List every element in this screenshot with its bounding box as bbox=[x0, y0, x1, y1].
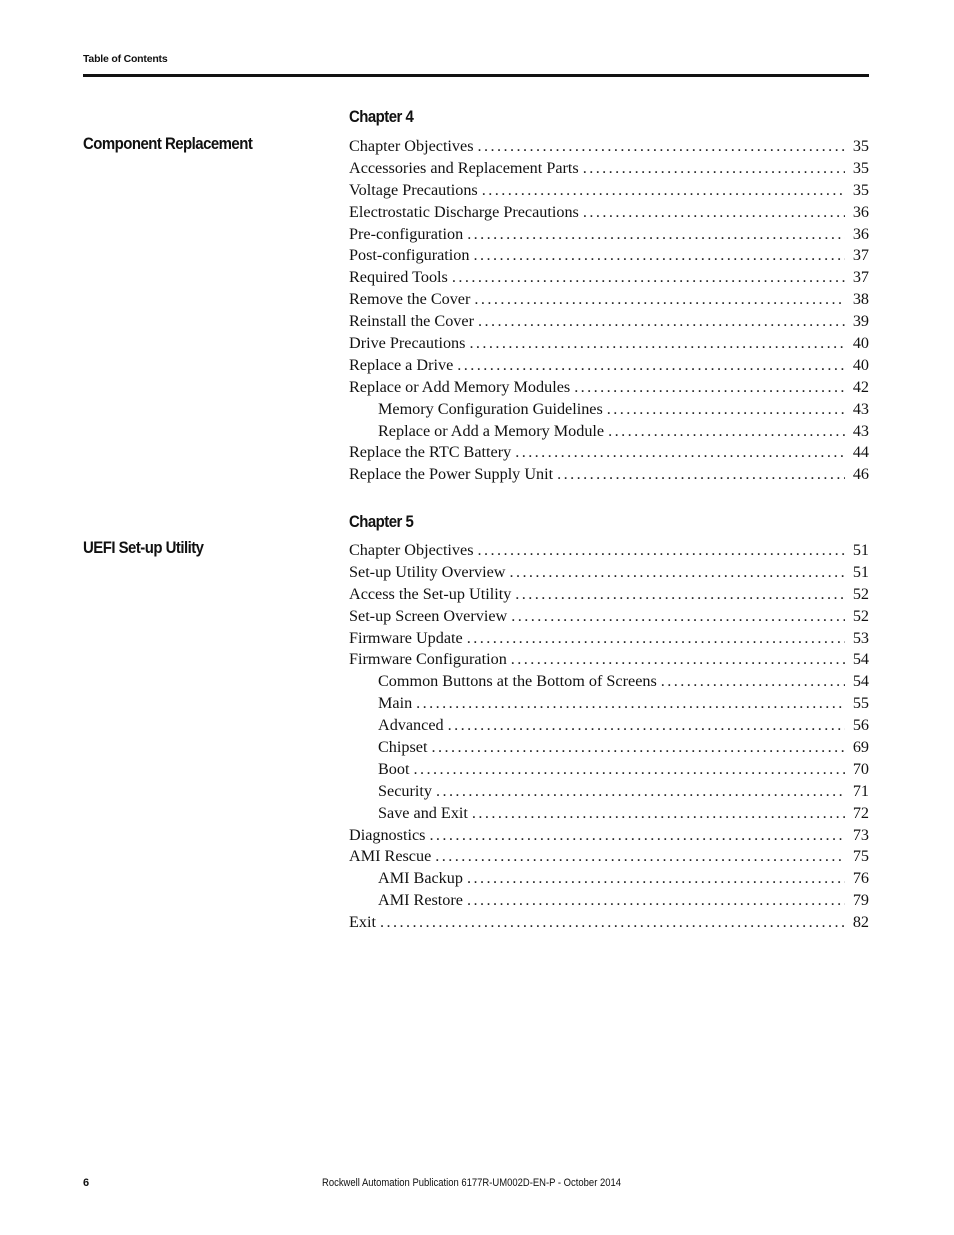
toc-entry-title: Set-up Utility Overview bbox=[349, 562, 506, 581]
toc-entry-title: Replace the RTC Battery bbox=[349, 443, 512, 462]
toc-entry[interactable] bbox=[349, 890, 869, 912]
toc-entry[interactable] bbox=[349, 562, 869, 584]
dot-leader bbox=[431, 737, 845, 759]
dot-leader bbox=[467, 224, 845, 246]
toc-entry[interactable] bbox=[349, 628, 869, 650]
dot-leader bbox=[557, 464, 845, 486]
toc-entry-page: 40 bbox=[852, 334, 869, 353]
toc-entry-title: Required Tools bbox=[349, 268, 448, 287]
toc-entry-page: 46 bbox=[852, 465, 869, 484]
dot-leader bbox=[435, 846, 845, 868]
toc-entry-title: Replace the Power Supply Unit bbox=[349, 465, 554, 484]
toc-entry-page: 52 bbox=[852, 606, 869, 625]
toc-entry-page: 35 bbox=[852, 180, 869, 199]
toc-entry-page: 43 bbox=[852, 399, 869, 418]
toc-entry[interactable] bbox=[349, 912, 869, 934]
toc-entry[interactable] bbox=[349, 715, 869, 737]
dot-leader bbox=[515, 584, 845, 606]
toc-entry-title: AMI Backup bbox=[378, 869, 463, 888]
toc-entry-page: 69 bbox=[852, 738, 869, 757]
toc-entry-page: 82 bbox=[852, 913, 869, 932]
toc-entry-title: Advanced bbox=[378, 716, 444, 735]
toc-entry[interactable] bbox=[349, 649, 869, 671]
toc-entry[interactable] bbox=[349, 355, 869, 377]
dot-leader bbox=[457, 355, 845, 377]
toc-entry-title: Electrostatic Discharge Precautions bbox=[349, 202, 579, 221]
dot-leader bbox=[482, 180, 845, 202]
toc-entry-page: 72 bbox=[852, 803, 869, 822]
toc-entry-title: Pre-configuration bbox=[349, 224, 464, 243]
toc-entry-title: Chipset bbox=[378, 738, 428, 757]
dot-leader bbox=[661, 671, 845, 693]
toc-entry-page: 51 bbox=[852, 562, 869, 581]
toc-entry[interactable] bbox=[349, 442, 869, 464]
toc-entry-title: Boot bbox=[378, 759, 410, 778]
toc-entry[interactable] bbox=[349, 180, 869, 202]
toc-entry-page: 35 bbox=[852, 158, 869, 177]
toc-entry[interactable] bbox=[349, 421, 869, 443]
dot-leader bbox=[608, 421, 845, 443]
footer-page-number: 6 bbox=[83, 1177, 90, 1189]
dot-leader bbox=[474, 289, 845, 311]
toc-entry-page: 40 bbox=[852, 355, 869, 374]
toc-entry-page: 53 bbox=[852, 628, 869, 647]
toc-entry[interactable] bbox=[349, 377, 869, 399]
toc-entry-page: 43 bbox=[852, 421, 869, 440]
chapter-5-label: Chapter 5 bbox=[349, 512, 414, 531]
dot-leader bbox=[574, 377, 845, 399]
toc-entry-title: Drive Precautions bbox=[349, 334, 466, 353]
toc-entry[interactable] bbox=[349, 584, 869, 606]
toc-entry[interactable] bbox=[349, 671, 869, 693]
dot-leader bbox=[583, 158, 845, 180]
toc-entry-page: 44 bbox=[852, 443, 869, 462]
toc-entry-page: 36 bbox=[852, 224, 869, 243]
toc-entry[interactable] bbox=[349, 245, 869, 267]
footer-publication: Rockwell Automation Publication 6177R-UM002D-EN-P - October 2014 bbox=[322, 1177, 622, 1189]
chapter-5-title: UEFI Set-up Utility bbox=[83, 538, 204, 557]
toc-entry-page: 75 bbox=[852, 847, 869, 866]
toc-entry-page: 54 bbox=[852, 650, 869, 669]
toc-entry-page: 70 bbox=[852, 759, 869, 778]
toc-entry[interactable] bbox=[349, 693, 869, 715]
toc-entry-title: Chapter Objectives bbox=[349, 137, 474, 155]
dot-leader bbox=[474, 245, 846, 267]
toc-entry-title: Firmware Update bbox=[349, 628, 463, 647]
toc-entry-page: 37 bbox=[852, 246, 869, 265]
toc-entry[interactable] bbox=[349, 606, 869, 628]
toc-entry-title: Security bbox=[378, 781, 432, 800]
toc-entry[interactable] bbox=[349, 759, 869, 781]
toc-entry[interactable] bbox=[349, 464, 869, 486]
chapter-4-title: Component Replacement bbox=[83, 134, 253, 153]
chapter-4-label: Chapter 4 bbox=[349, 107, 414, 126]
toc-entry-page: 35 bbox=[852, 137, 869, 155]
toc-entry-title: AMI Restore bbox=[378, 891, 463, 910]
toc-entry-page: 56 bbox=[852, 716, 869, 735]
chapter-5-toc-list bbox=[349, 540, 869, 934]
toc-entry-page: 52 bbox=[852, 584, 869, 603]
toc-entry-page: 54 bbox=[852, 672, 869, 691]
toc-entry[interactable] bbox=[349, 136, 869, 158]
running-head: Table of Contents bbox=[83, 53, 168, 65]
toc-entry-title: Access the Set-up Utility bbox=[349, 584, 512, 603]
toc-entry-page: 37 bbox=[852, 268, 869, 287]
dot-leader bbox=[583, 202, 845, 224]
toc-entry-title: Post-configuration bbox=[349, 246, 470, 265]
toc-entry-title: Exit bbox=[349, 913, 376, 932]
dot-leader bbox=[467, 628, 845, 650]
toc-entry-title: Replace or Add a Memory Module bbox=[378, 421, 605, 440]
toc-entry[interactable] bbox=[349, 803, 869, 825]
dot-leader bbox=[429, 825, 845, 847]
dot-leader bbox=[472, 803, 845, 825]
toc-entry[interactable] bbox=[349, 333, 869, 355]
toc-entry-page: 73 bbox=[852, 825, 869, 844]
toc-entry[interactable] bbox=[349, 289, 869, 311]
dot-leader bbox=[607, 399, 845, 421]
dot-leader bbox=[448, 715, 845, 737]
toc-entry-page: 36 bbox=[852, 202, 869, 221]
toc-entry-page: 55 bbox=[852, 694, 869, 713]
dot-leader bbox=[467, 868, 845, 890]
chapter-4-toc-list bbox=[349, 136, 869, 486]
toc-entry-title: Accessories and Replacement Parts bbox=[349, 158, 579, 177]
dot-leader bbox=[515, 442, 845, 464]
toc-entry-title: Common Buttons at the Bottom of Screens bbox=[378, 672, 657, 691]
toc-entry-page: 38 bbox=[852, 290, 869, 309]
toc-entry[interactable] bbox=[349, 846, 869, 868]
toc-entry[interactable] bbox=[349, 158, 869, 180]
toc-entry-page: 42 bbox=[852, 377, 869, 396]
dot-leader bbox=[452, 267, 845, 289]
toc-entry[interactable] bbox=[349, 781, 869, 803]
toc-entry-title: Firmware Configuration bbox=[349, 650, 507, 669]
toc-entry-title: Replace a Drive bbox=[349, 355, 454, 374]
dot-leader bbox=[469, 333, 845, 355]
toc-entry[interactable] bbox=[349, 540, 869, 562]
dot-leader bbox=[478, 136, 845, 158]
dot-leader bbox=[413, 759, 845, 781]
dot-leader bbox=[511, 606, 845, 628]
dot-leader bbox=[380, 912, 845, 934]
toc-entry-title: Save and Exit bbox=[378, 803, 468, 822]
dot-leader bbox=[436, 781, 845, 803]
dot-leader bbox=[416, 693, 845, 715]
toc-entry-title: Set-up Screen Overview bbox=[349, 606, 508, 625]
toc-entry-page: 51 bbox=[852, 541, 869, 559]
dot-leader bbox=[467, 890, 845, 912]
toc-entry[interactable] bbox=[349, 868, 869, 890]
toc-entry-title: Voltage Precautions bbox=[349, 180, 478, 199]
toc-entry-title: Remove the Cover bbox=[349, 290, 471, 309]
dot-leader bbox=[478, 311, 845, 333]
toc-entry[interactable] bbox=[349, 267, 869, 289]
header-rule bbox=[83, 74, 869, 77]
toc-entry[interactable] bbox=[349, 202, 869, 224]
toc-entry[interactable] bbox=[349, 737, 869, 759]
toc-entry-page: 39 bbox=[852, 312, 869, 331]
dot-leader bbox=[478, 540, 845, 562]
toc-entry-title: Memory Configuration Guidelines bbox=[378, 399, 603, 418]
toc-entry-page: 71 bbox=[852, 781, 869, 800]
toc-entry[interactable] bbox=[349, 399, 869, 421]
toc-entry[interactable] bbox=[349, 311, 869, 333]
toc-entry-title: Reinstall the Cover bbox=[349, 312, 474, 331]
toc-entry-title: Replace or Add Memory Modules bbox=[349, 377, 571, 396]
toc-entry-page: 79 bbox=[852, 891, 869, 910]
toc-entry-title: Chapter Objectives bbox=[349, 541, 474, 559]
toc-entry[interactable] bbox=[349, 825, 869, 847]
toc-entry[interactable] bbox=[349, 224, 869, 246]
toc-entry-page: 76 bbox=[852, 869, 869, 888]
toc-entry-title: Main bbox=[378, 694, 413, 713]
dot-leader bbox=[509, 562, 845, 584]
toc-entry-title: AMI Rescue bbox=[349, 847, 432, 866]
dot-leader bbox=[511, 649, 845, 671]
toc-entry-title: Diagnostics bbox=[349, 825, 426, 844]
